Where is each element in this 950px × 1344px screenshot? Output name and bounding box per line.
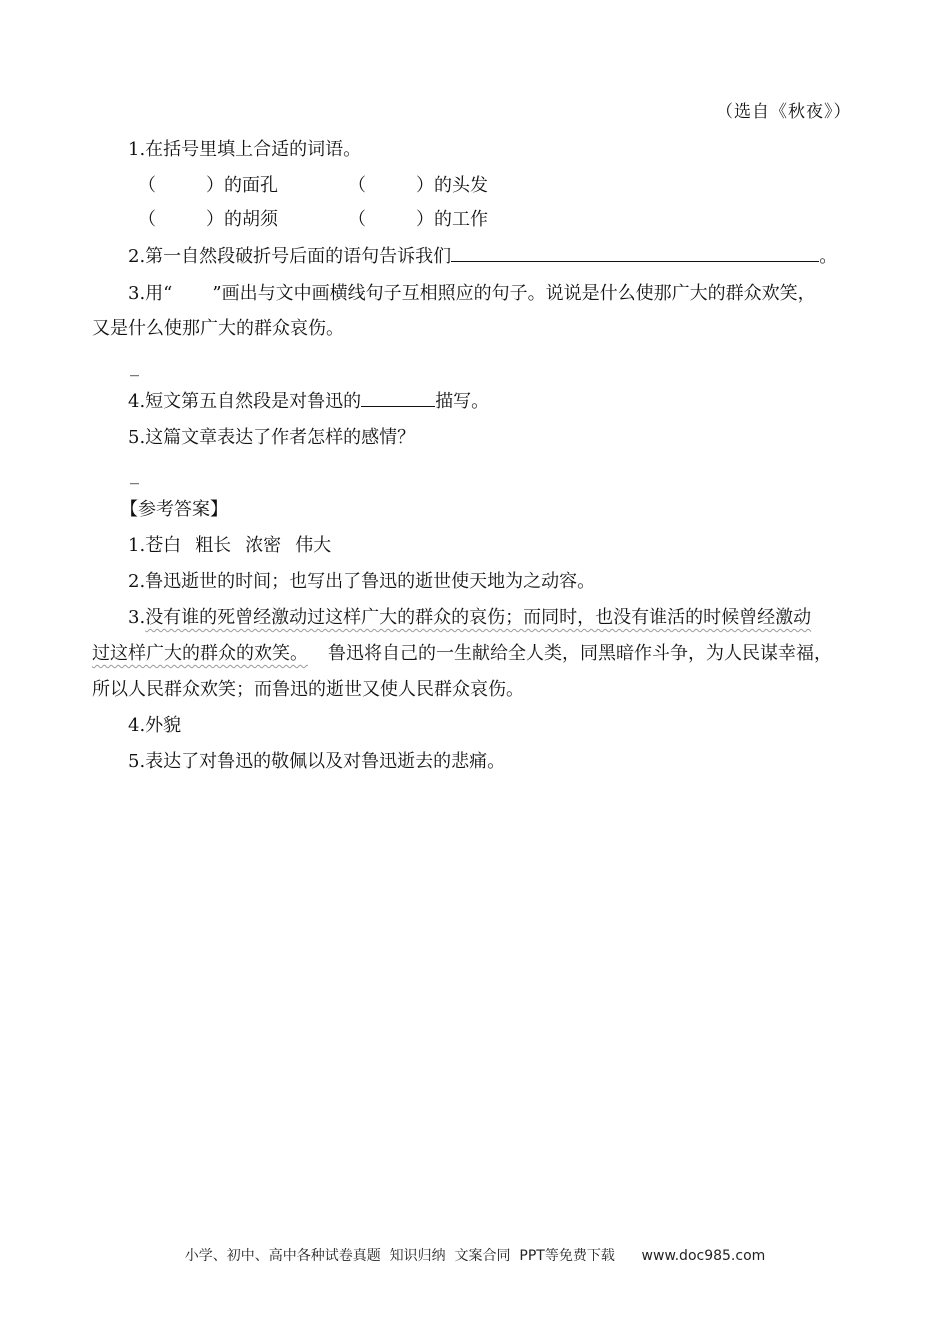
q3-text: 3.用“ [128,283,173,304]
source-citation: （选自《秋夜》） [716,102,852,122]
q1-item-hair [348,174,488,198]
item-text: ）的头发 [416,175,488,196]
q1-item-work [348,208,488,232]
q1-item-beard [138,208,278,232]
item-text: ）的面孔 [206,175,278,196]
open-paren: （ [138,175,156,196]
a1-number: 1. [128,535,146,556]
answer-3-line-2 [92,642,832,666]
answer-2: 2.鲁迅逝世的时间；也写出了鲁迅的逝世使天地为之动容。 [128,571,596,592]
question-3 [128,282,816,306]
a3-wavy-sentence: 过这样广大的群众的欢笑。 [92,643,308,664]
answer-5: 5.表达了对鲁迅的敬佩以及对鲁迅逝去的悲痛。 [128,751,506,772]
answer-dash: _ [130,464,139,485]
answer-1 [128,534,331,558]
a1-word: 浓密 [245,535,282,556]
open-paren: （ [348,175,366,196]
a1-word: 苍白 [145,535,182,556]
a1-word: 粗长 [195,535,232,556]
item-text: ）的工作 [416,209,488,230]
question-1: 1.在括号里填上合适的词语。 [128,139,362,160]
answer-3 [128,606,811,630]
answer-3-line-3: 所以人民群众欢笑；而鲁迅的逝世又使人民群众哀伤。 [92,679,524,700]
q4-suffix: 描写。 [435,391,490,412]
question-4 [128,390,489,414]
answer-blank [451,245,819,262]
question-3-line-2: 又是什么使那广大的群众哀伤。 [92,318,344,339]
q2-period: 。 [819,246,838,267]
q1-item-face [138,174,278,198]
question-2 [128,245,837,269]
answer-blank [361,390,435,407]
answer-dash: _ [130,356,139,377]
answer-4: 4.外貌 [128,715,182,736]
a1-word: 伟大 [295,535,332,556]
question-5: 5.这篇文章表达了作者怎样的感情？ [128,427,416,448]
answers-heading: 【参考答案】 [120,499,228,520]
open-paren: （ [348,209,366,230]
page-footer: 小学、初中、高中各种试卷真题 知识归纳 文案合同 PPT等免费下载 www.doc985.com [184,1248,766,1264]
open-paren: （ [138,209,156,230]
q4-text: 4.短文第五自然段是对鲁迅的 [128,391,362,412]
item-text: ）的胡须 [206,209,278,230]
q3-text-rest: ”画出与文中画横线句子互相照应的句子。说说是什么使那广大的群众欢笑， [212,283,816,304]
a3-text: 鲁迅将自己的一生献给全人类，同黑暗作斗争，为人民谋幸福， [328,643,832,664]
a3-number: 3. [128,607,146,628]
a3-wavy-sentence: 没有谁的死曾经激动过这样广大的群众的哀伤；而同时，也没有谁活的时候曾经激动 [145,607,812,628]
q2-text: 2.第一自然段破折号后面的语句告诉我们 [128,246,452,267]
wavy-line-sample [172,282,212,296]
